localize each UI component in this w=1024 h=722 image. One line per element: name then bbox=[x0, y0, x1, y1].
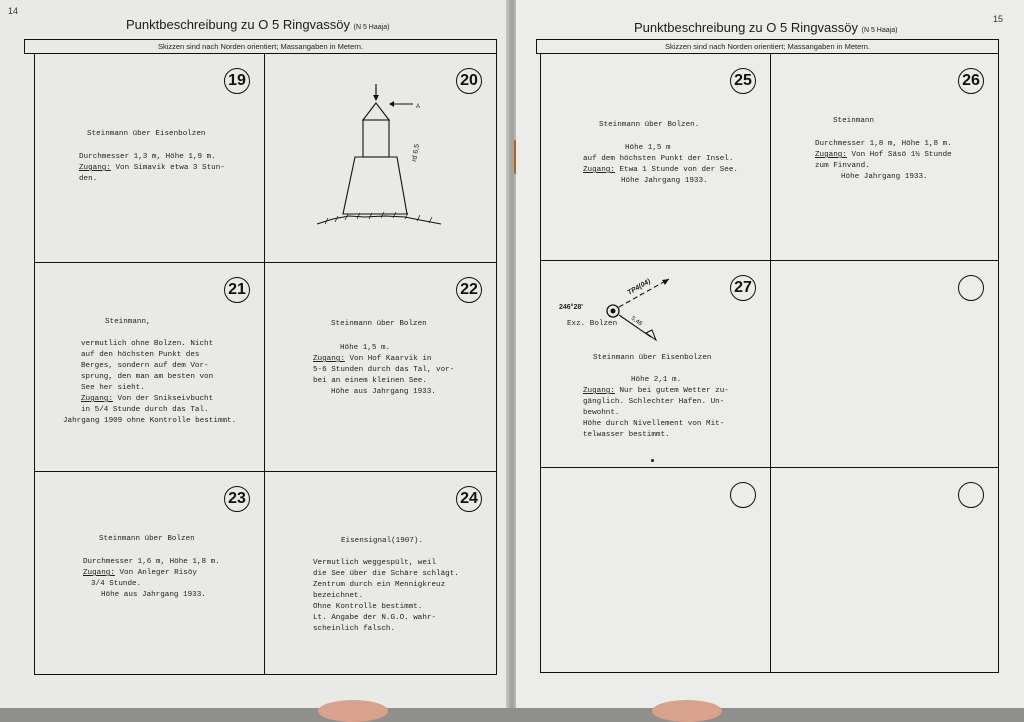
zugang-text: Von der Snikseivbucht bbox=[112, 395, 214, 403]
cell-line: Höhe Jahrgang 1933. bbox=[621, 177, 708, 185]
sketch-label: Exz. Bolzen bbox=[567, 320, 618, 328]
point-number: 21 bbox=[224, 277, 250, 303]
point-number: 22 bbox=[456, 277, 482, 303]
cell-empty bbox=[771, 261, 998, 468]
cell-zugang-line bbox=[583, 386, 729, 398]
cell-line: Jahrgang 1909 ohne Kontrolle bestimmt. bbox=[63, 417, 237, 425]
zugang-text: Von Anleger Risöy bbox=[114, 569, 197, 577]
empty-number-circle bbox=[958, 275, 984, 301]
cell-line: Höhe 1,5 m. bbox=[340, 344, 391, 352]
zugang-text: Von Simavik etwa 3 Stun- bbox=[110, 164, 225, 172]
cell-26 bbox=[771, 54, 998, 261]
cell-line: in 5/4 Stunde durch das Tal. bbox=[81, 406, 209, 414]
cell-line: auf dem höchsten Punkt der Insel. bbox=[583, 155, 734, 163]
cell-line: Berges, sondern auf dem Vor- bbox=[81, 362, 209, 370]
cell-heading: Steinmann über Bolzen bbox=[331, 320, 427, 328]
cell-line: Ohne Kontrolle bestimmt. bbox=[313, 603, 423, 611]
cell-heading: Steinmann über Bolzen bbox=[99, 535, 195, 543]
zugang-text: Etwa 1 Stunde von der See. bbox=[614, 166, 738, 174]
cell-line: telwasser bestimmt. bbox=[583, 431, 670, 439]
cell-heading: Eisensignal(1907). bbox=[341, 537, 424, 545]
finger-tip bbox=[318, 700, 388, 722]
point-number: 20 bbox=[456, 68, 482, 94]
cell-line: Durchmesser 1,8 m, Höhe 1,8 m. bbox=[815, 140, 952, 148]
cell-line: Lt. Angabe der N.G.O. wahr- bbox=[313, 614, 437, 622]
left-page bbox=[0, 0, 508, 708]
point-number: 19 bbox=[224, 68, 250, 94]
title-sub: (N 5 Haaja) bbox=[353, 24, 390, 31]
point-number: 27 bbox=[730, 275, 756, 301]
cell-line: bei an einem kleinen See. bbox=[313, 377, 427, 385]
subtitle-bar: Skizzen sind nach Norden orientiert; Massangaben in Metern. bbox=[536, 39, 999, 54]
cell-19 bbox=[35, 54, 265, 263]
cell-22 bbox=[265, 263, 496, 472]
cell-zugang-line bbox=[313, 354, 432, 366]
title-main: Punktbeschreibung zu O 5 Ringvassöy bbox=[634, 20, 859, 35]
cell-line: Vermutlich weggespült, weil bbox=[313, 559, 437, 567]
cell-empty bbox=[771, 468, 998, 672]
title-main: Punktbeschreibung zu O 5 Ringvassöy bbox=[126, 17, 351, 32]
point-number: 23 bbox=[224, 486, 250, 512]
cell-line: 3/4 Stunde. bbox=[91, 580, 142, 588]
cell-heading: Steinmann, bbox=[105, 318, 151, 326]
cell-line: bewohnt. bbox=[583, 409, 620, 417]
cell-line: Höhe 2,1 m. bbox=[631, 376, 682, 384]
cell-line: Höhe 1,5 m bbox=[625, 144, 671, 152]
point-number: 26 bbox=[958, 68, 984, 94]
cell-line: Durchmesser 1,3 m, Höhe 1,9 m. bbox=[79, 153, 216, 161]
cairn-sketch bbox=[265, 54, 465, 244]
cell-line: zum Finvand. bbox=[815, 162, 870, 170]
cell-zugang-line bbox=[815, 150, 952, 162]
cell-line: Zentrum durch ein Mennigkreuz bbox=[313, 581, 446, 589]
cell-line: 5-6 Stunden durch das Tal, vor- bbox=[313, 366, 455, 374]
cell-line: Höhe Jahrgang 1933. bbox=[841, 173, 928, 181]
page-title bbox=[634, 20, 897, 35]
zugang-label: Zugang: bbox=[815, 151, 847, 159]
cell-24 bbox=[265, 472, 496, 674]
cell-heading: Steinmann bbox=[833, 117, 875, 125]
subtitle-bar: Skizzen sind nach Norden orientiert; Massangaben in Metern. bbox=[24, 39, 497, 54]
page-number: 15 bbox=[993, 14, 1004, 24]
cell-heading: Steinmann über Bolzen. bbox=[599, 121, 700, 129]
page-title bbox=[126, 17, 389, 32]
cell-zugang-line bbox=[81, 394, 213, 406]
distance-label: 5,48 bbox=[629, 315, 643, 328]
cell-line: vermutlich ohne Bolzen. Nicht bbox=[81, 340, 214, 348]
zugang-text: Von Hof Kaarvik in bbox=[344, 355, 432, 363]
cell-zugang-line bbox=[83, 568, 197, 580]
cell-line: den. bbox=[79, 175, 98, 183]
angle-label: 246°28' bbox=[559, 304, 583, 311]
zugang-label: Zugang: bbox=[81, 395, 113, 403]
description-grid bbox=[34, 53, 497, 675]
height-label: rd 6,5 bbox=[411, 143, 422, 163]
cell-20 bbox=[265, 54, 496, 263]
cell-line: scheinlich falsch. bbox=[313, 625, 396, 633]
cell-zugang-line bbox=[583, 165, 738, 177]
ink-dot bbox=[651, 459, 654, 462]
cell-heading: Steinmann über Eisenbolzen bbox=[593, 354, 712, 362]
cell-line: die See über die Schäre schlägt. bbox=[313, 570, 459, 578]
point-number: 25 bbox=[730, 68, 756, 94]
cell-line: Höhe aus Jahrgang 1933. bbox=[331, 388, 436, 396]
title-sub: (N 5 Haaja) bbox=[861, 27, 898, 34]
finger-tip bbox=[652, 700, 722, 722]
cell-23 bbox=[35, 472, 265, 674]
point-number: 24 bbox=[456, 486, 482, 512]
cell-line: Höhe durch Nivellement von Mit- bbox=[583, 420, 725, 428]
cell-heading: Steinmann über Eisenbolzen bbox=[87, 130, 206, 138]
cell-zugang-line bbox=[79, 163, 225, 175]
zugang-label: Zugang: bbox=[583, 387, 615, 395]
cell-line: bezeichnet. bbox=[313, 592, 364, 600]
eccentric-sketch bbox=[541, 261, 741, 351]
page-number: 14 bbox=[8, 6, 19, 16]
cell-empty bbox=[541, 468, 771, 672]
cell-27 bbox=[541, 261, 771, 468]
cell-line: See her sieht. bbox=[81, 384, 145, 392]
zugang-label: Zugang: bbox=[79, 164, 111, 172]
zugang-label: Zugang: bbox=[583, 166, 615, 174]
cell-line: Höhe aus Jahrgang 1933. bbox=[101, 591, 206, 599]
cell-line: Durchmesser 1,6 m, Höhe 1,8 m. bbox=[83, 558, 220, 566]
empty-number-circle bbox=[730, 482, 756, 508]
description-grid bbox=[540, 53, 999, 673]
empty-number-circle bbox=[958, 482, 984, 508]
cell-line: sprung, den man am besten von bbox=[81, 373, 214, 381]
cell-21 bbox=[35, 263, 265, 472]
zugang-text: Nur bei gutem Wetter zu- bbox=[614, 387, 729, 395]
tp-label: TP4(04) bbox=[626, 278, 652, 297]
zugang-label: Zugang: bbox=[83, 569, 115, 577]
right-page bbox=[516, 0, 1024, 708]
cell-line: auf den höchsten Punkt des bbox=[81, 351, 200, 359]
cell-25 bbox=[541, 54, 771, 261]
zugang-text: Von Hof Säsö 1½ Stunde bbox=[846, 151, 952, 159]
zugang-label: Zugang: bbox=[313, 355, 345, 363]
cell-line: gänglich. Schlechter Hafen. Un- bbox=[583, 398, 725, 406]
label-a: A bbox=[416, 104, 421, 110]
